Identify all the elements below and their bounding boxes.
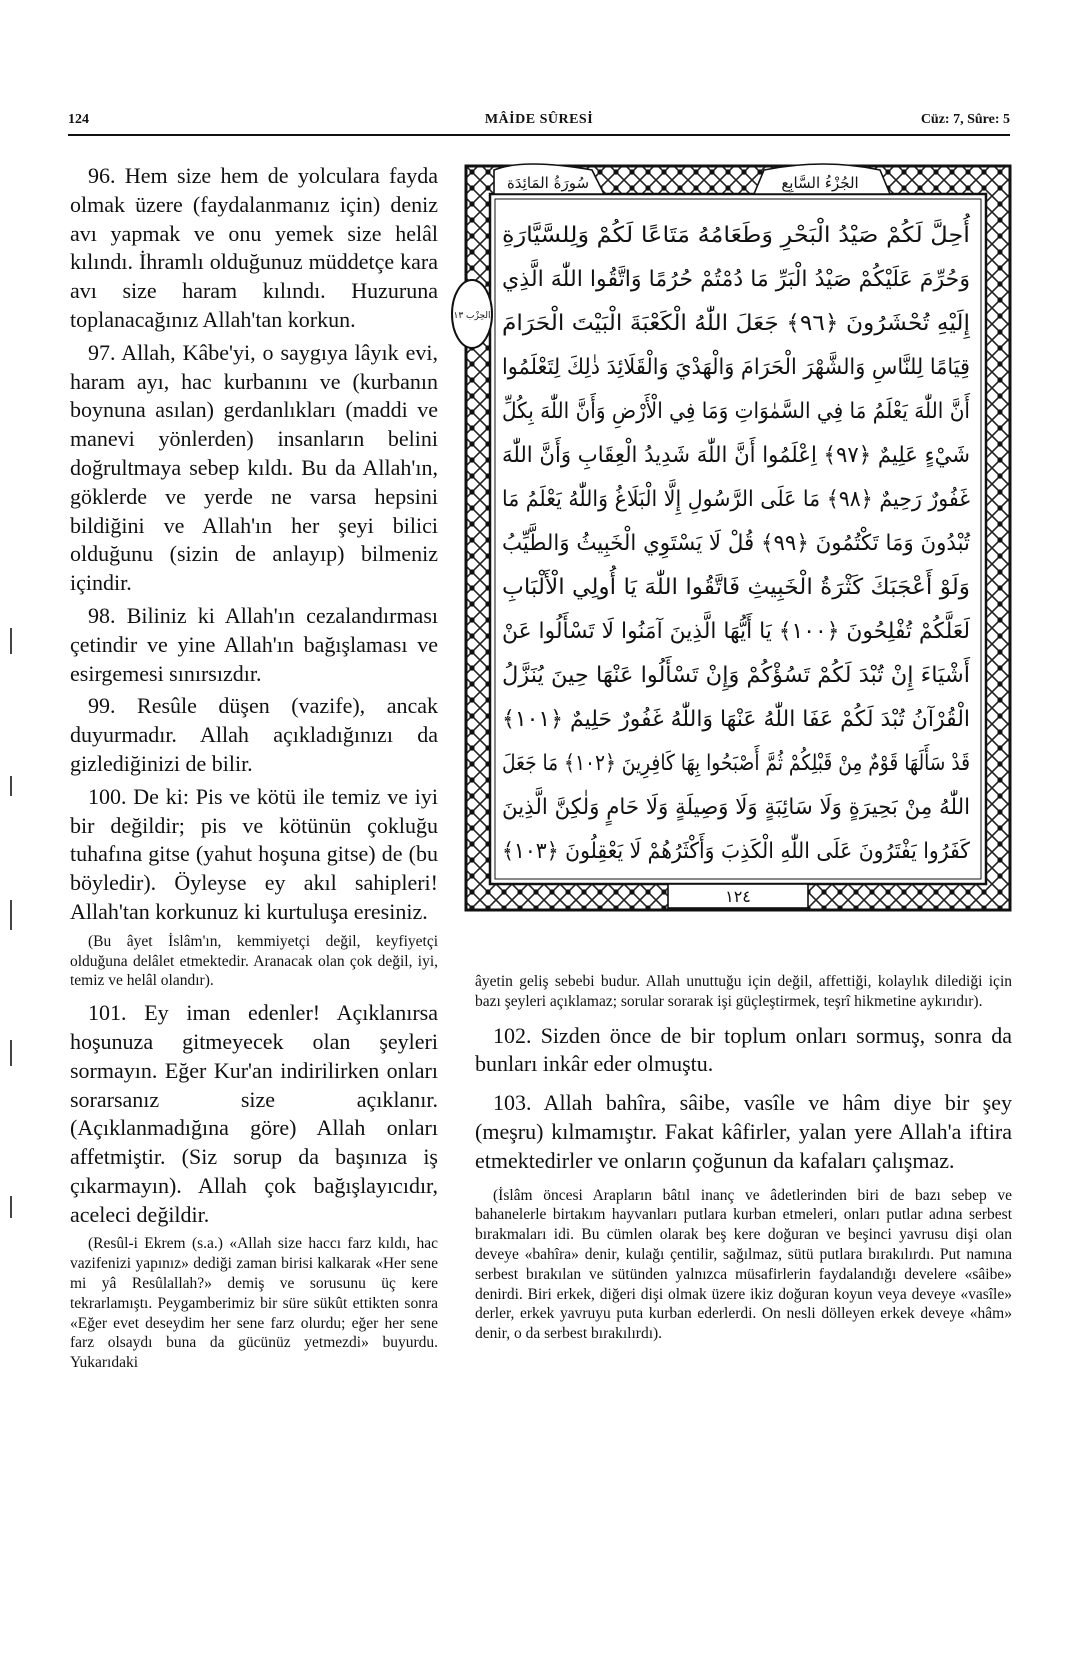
- arabic-text-block: [501, 213, 1037, 864]
- verse-101: 101. Ey iman edenler! Açıklanırsa hoşunuza gitmeyecek olan şeyleri sormayın. Eğer Kur'an indirilirken onları sorarsanız size açıklanır. (Açıklanmadığına göre) Allah onları affetmiştir. (Siz sorup da başınıza iş çıkarmayın). Allah çok bağışlayıcıdır, aceleci değildir.: [70, 1000, 438, 1227]
- mushaf-border: [453, 164, 1037, 912]
- margin-mark: [10, 1040, 12, 1066]
- mushaf-page-number: ١٢٤: [725, 887, 751, 906]
- verse-102: 102. Sizden önce de bir toplum onları sormuş, sonra da bunları inkâr eder olmuştu.: [475, 1022, 1012, 1077]
- arabic-line: شَيْءٍ عَلِيمٌ ﴿٩٧﴾ اِعْلَمُوا أَنَّ اللّٰهَ شَدِيدُ الْعِقَابِ وَأَنَّ اللّٰهَ: [502, 443, 975, 468]
- verse-103: 103. Allah bahîra, sâibe, vasîle ve hâm diye bir şey (meşru) kılmamıştır. Fakat kâfirler, yalan yere Allah'a iftira etmektedirler ve onların çoğunun da kafaları çalışmaz.: [475, 1090, 1012, 1173]
- arabic-line: اللّٰهُ مِنْ بَحِيرَةٍ وَلَا سَائِبَةٍ وَلَا وَصِيلَةٍ وَلَا حَامٍ وَلٰكِنَّ الَّذِينَ: [502, 795, 985, 820]
- sura-title: MÂİDE SÛRESİ: [484, 112, 594, 127]
- arabic-line: الْقُرْآنُ تُبْدَ لَكُمْ عَفَا اللّٰهُ عَنْهَا وَاللّٰهُ غَفُورٌ حَلِيمٌ ﴿١٠١﴾: [502, 707, 971, 732]
- juz-sura-label: Cüz: 7, Sûre: 5: [920, 112, 1010, 127]
- mushaf-frame: [453, 164, 1037, 912]
- margin-mark: [10, 900, 12, 930]
- verse-97: 97. Allah, Kâbe'yi, o saygıya lâyık evi, haram ayı, hac kurbanını ve (kurbanın boynuna asılan) gerdanlıkları (maddi ve manevi yönlerden) insanların belini doğrultmaya sebep kıldı. Bu da Allah'ın, göklerde ve yerde ne varsa hepsini bildiğini ve Allah'ın her şeyi bilici olduğunu (sizin de anlayıp) bilmeniz içindir.: [70, 339, 438, 596]
- mushaf-top-right-label: الجُزْءُ السَّابِع: [781, 174, 859, 192]
- verse-99: 99. Resûle düşen (vazife), ancak duyurmadır. Allah açıkladığınızı da gizlediğinizi de bilir.: [70, 693, 438, 776]
- right-translation-column: [475, 972, 1012, 1344]
- page-header: [68, 108, 1010, 136]
- arabic-line: كَفَرُوا يَفْتَرُونَ عَلَى اللّٰهِ الْكَذِبَ وَأَكْثَرُهُمْ لَا يَعْقِلُونَ ﴿١٠٣﴾: [502, 839, 1005, 864]
- arabic-line: إِلَيْهِ تُحْشَرُونَ ﴿٩٦﴾ جَعَلَ اللّٰهُ الْكَعْبَةَ الْبَيْتَ الْحَرَامَ: [502, 311, 962, 336]
- page-number: 124: [68, 112, 89, 127]
- note-101: (Resûl-i Ekrem (s.a.) «Allah size haccı farz kıldı, hac vazifenizi yapınız» dediği zaman birisi kalkarak «Her sene mi yâ Resûlallah?» demiş ve sorusunu üç kere tekrarlamıştı. Peygamberimiz bir süre sükût ettikten sonra «Eğer evet deseydim her sene farz olurdu; eğer her sene farz olsaydı buna da gücünüz yetmezdi» buyurdu. Yukarıdaki: [70, 1235, 438, 1372]
- arabic-line: تُبْدُونَ وَمَا تَكْتُمُونَ ﴿٩٩﴾ قُلْ لَا يَسْتَوِي الْخَبِيثُ وَالطَّيِّبُ: [502, 531, 976, 556]
- note-101-continued: âyetin geliş sebebi budur. Allah unuttuğu için değil, affettiği, kolaylık dilediği için bazı şeyleri açıklamaz; sorular sorarak işi güçleştirmek, teşrî hikmetine aykırıdır).: [475, 973, 1012, 1010]
- margin-mark: [10, 776, 12, 796]
- note-103: (İslâm öncesi Arapların bâtıl inanç ve âdetlerinden biri de bazı sebep ve bahanelerle birtakım hayvanları putlara kurban etmeleri, onları putlar adına serbest bırakmaları idi. Bu cümlen olarak beş kere doğuran ve beşinci yavrusu dişi olan deveye «bahîra» denir, kulağı çentilir, sağılmaz, sütü putlara bırakılırdı. Put namına serbest bırakılan ve sütünden yalnızca müsafirlerin faydalandığı develere «sâibe» denirdi. Biri erkek, diğeri dişi olmak üzere ikiz doğuran koyun veya deveye «vasîle» derler, erkek yavruyu puta kurban ederlerdi. On nesli dölleyen erkek deveye «hâm» denir, o da serbest bırakılırdı).: [475, 1186, 1012, 1343]
- verse-100: 100. De ki: Pis ve kötü ile temiz ve iyi bir değildir; pis ve kötünün çokluğu tuhafına gitse (yahut hoşuna gitse) de (bu böyledir). Öyleyse ey akıl sahipleri! Allah'tan korkunuz ki kurtuluşa eresiniz.: [70, 783, 438, 924]
- margin-mark: [10, 1196, 12, 1218]
- hizb-label: الحِزْب ١٣: [453, 311, 491, 321]
- arabic-line: قَدْ سَأَلَهَا قَوْمٌ مِنْ قَبْلِكُمْ ثُمَّ أَصْبَحُوا بِهَا كَافِرِينَ ﴿١٠٢﴾ مَا جَعَلَ: [501, 751, 1037, 776]
- note-100: (Bu âyet İslâm'ın, kemmiyetçi değil, keyfiyetçi olduğuna delâlet etmektedir. Aranacak olan çok değil, iyi, temiz ve helâl olandır).: [70, 932, 438, 990]
- arabic-line: وَلَوْ أَعْجَبَكَ كَثْرَةُ الْخَبِيثِ فَاتَّقُوا اللّٰهَ يَا أُولِي الْأَلْبَابِ: [502, 575, 946, 600]
- arabic-line: أَشْيَاءَ إِنْ تُبْدَ لَكُمْ تَسُؤْكُمْ وَإِنْ تَسْأَلُوا عَنْهَا حِينَ يُنَزَّلُ: [502, 663, 960, 688]
- margin-mark: [10, 628, 12, 654]
- arabic-line: أَنَّ اللّٰهَ يَعْلَمُ مَا فِي السَّمٰوَاتِ وَمَا فِي الْأَرْضِ وَأَنَّ اللّٰهَ بِكُلِّ: [502, 399, 1017, 424]
- mushaf-top-left-label: سُورَةُ المَائِدَة: [506, 174, 590, 192]
- verse-96: 96. Hem size hem de yolculara fayda olmak üzere (faydalanmanız için) deniz avı yapmak ve onu yemek size helâl kılındı. İhramlı olduğunuz müddetçe kara avı size haram kılındı. Huzuruna toplanacağınız Allah'tan korkun.: [70, 163, 438, 332]
- verse-98: 98. Biliniz ki Allah'ın cezalandırması çetindir ve yine Allah'ın bağışlaması ve esirgemesi sınırsızdır.: [70, 602, 438, 686]
- arabic-line: قِيَامًا لِلنَّاسِ وَالشَّهْرَ الْحَرَامَ وَالْهَدْيَ وَالْقَلَائِدَ ذٰلِكَ لِتَعْلَمُوا: [502, 355, 996, 380]
- arabic-line: أُحِلَّ لَكُمْ صَيْدُ الْبَحْرِ وَطَعَامُهُ مَتَاعًا لَكُمْ وَلِلسَّيَّارَةِ: [502, 223, 931, 248]
- arabic-line: وَحُرِّمَ عَلَيْكُمْ صَيْدُ الْبَرِّ مَا دُمْتُمْ حُرُمًا وَاتَّقُوا اللّٰهَ الَّذِي: [502, 267, 968, 292]
- arabic-line: لَعَلَّكُمْ تُفْلِحُونَ ﴿١٠٠﴾ يَا أَيُّهَا الَّذِينَ آمَنُوا لَا تَسْأَلُوا عَنْ: [502, 619, 972, 644]
- left-translation-column: [70, 162, 438, 1381]
- arabic-line: غَفُورٌ رَحِيمٌ ﴿٩٨﴾ مَا عَلَى الرَّسُولِ إِلَّا الْبَلَاغُ وَاللّٰهُ يَعْلَمُ مَا: [501, 487, 978, 512]
